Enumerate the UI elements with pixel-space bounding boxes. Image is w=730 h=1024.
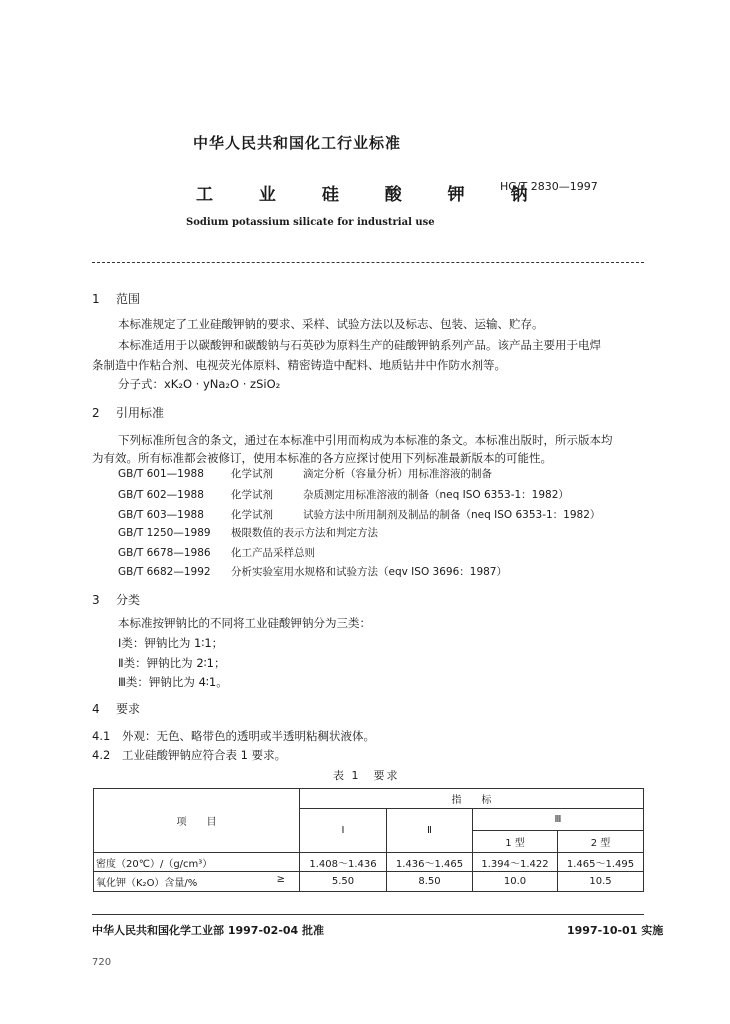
section-1-heading <box>92 290 140 307</box>
reference-code: GB/T 6682—1992 <box>118 566 211 578</box>
reference-item <box>118 487 569 502</box>
class-1: Ⅰ类：钾钠比为 1∶1； <box>118 636 224 650</box>
reference-item <box>118 545 315 560</box>
section-title: 范围 <box>116 292 141 306</box>
scope-paragraph-2b: 条制造中作粘合剂、电视荧光体原料、精密铸造中配料、地质钻井中作防水剂等。 <box>92 358 506 372</box>
page-number: 720 <box>92 957 112 968</box>
issuing-organization: 中华人民共和国化工行业标准 <box>193 134 402 152</box>
table-row <box>94 872 644 892</box>
reference-category: 化学试剂 <box>231 489 273 501</box>
reference-code: GB/T 6678—1986 <box>118 547 211 559</box>
header-item: 项 目 <box>94 789 300 853</box>
reference-code: GB/T 603—1988 <box>118 509 204 521</box>
reference-item <box>118 507 600 522</box>
approval-line: 中华人民共和国化学工业部 1997-02-04 批准 <box>92 924 325 937</box>
scope-paragraph-1: 本标准规定了工业硅酸钾钠的要求、采样、试验方法以及标志、包装、运输、贮存。 <box>118 317 544 331</box>
reference-item <box>118 564 507 579</box>
reference-title: 分析实验室用水规格和试验方法（eqv ISO 3696：1987） <box>231 566 507 578</box>
section-number: 4 <box>92 702 100 716</box>
table-cell: 1.394～1.422 <box>473 853 558 872</box>
reference-code: GB/T 602—1988 <box>118 489 204 501</box>
header-type-1: 1 型 <box>473 831 558 853</box>
section-4-heading <box>92 700 140 717</box>
requirements-table <box>93 788 644 892</box>
table-cell: 1.465～1.495 <box>558 853 644 872</box>
row-label <box>94 872 300 892</box>
reference-title: 化工产品采样总则 <box>231 547 315 559</box>
header-type-2: 2 型 <box>558 831 644 853</box>
section-number: 2 <box>92 406 100 420</box>
table-caption: 表 1 要求 <box>333 769 400 782</box>
header-class-3: Ⅲ <box>473 809 644 831</box>
section-2-heading <box>92 404 164 421</box>
reference-code: GB/T 1250—1989 <box>118 527 211 539</box>
clause-text: 工业硅酸钾钠应符合表 1 要求。 <box>122 748 287 762</box>
section-3-heading <box>92 591 140 608</box>
reference-item <box>118 525 378 540</box>
table-cell: 10.0 <box>473 872 558 892</box>
reference-category: 化学试剂 <box>231 509 273 521</box>
clause-text: 外观：无色、略带色的透明或半透明粘稠状液体。 <box>122 729 375 743</box>
reference-title: 试验方法中所用制剂及制品的制备（neq ISO 6353-1：1982） <box>303 509 601 521</box>
requirement-4-2 <box>92 745 286 765</box>
class-2: Ⅱ类：钾钠比为 2∶1； <box>118 656 226 670</box>
header-class-1: Ⅰ <box>300 809 387 853</box>
table-cell: 1.436～1.465 <box>387 853 473 872</box>
header-class-2: Ⅱ <box>387 809 473 853</box>
comparison-mark: ≥ <box>276 874 285 885</box>
requirement-4-1 <box>92 726 375 746</box>
header-index: 指 标 <box>300 789 644 809</box>
scope-paragraph-2a: 本标准适用于以碳酸钾和碳酸钠与石英砂为原料生产的硅酸钾钠系列产品。该产品主要用于电焊 <box>118 338 601 352</box>
section-title: 分类 <box>116 593 141 607</box>
section-number: 3 <box>92 593 100 607</box>
footer-divider <box>92 914 644 915</box>
standard-title: 工 业 硅 酸 钾 钠 <box>196 185 548 205</box>
molecular-formula: 分子式：xK₂O · yNa₂O · zSiO₂ <box>118 377 281 391</box>
class-3: Ⅲ类：钾钠比为 4∶1。 <box>118 675 228 689</box>
header-divider <box>92 262 644 263</box>
section-title: 要求 <box>116 702 141 716</box>
table-cell: 5.50 <box>300 872 387 892</box>
implementation-date: 1997-10-01 实施 <box>567 924 664 937</box>
table-cell: 1.408～1.436 <box>300 853 387 872</box>
reference-code: GB/T 601—1988 <box>118 468 204 480</box>
reference-title: 杂质测定用标准溶液的制备（neq ISO 6353-1：1982） <box>303 489 569 501</box>
table-cell: 8.50 <box>387 872 473 892</box>
table-row <box>94 853 644 872</box>
reference-title: 滴定分析（容量分析）用标准溶液的制备 <box>303 468 492 480</box>
refs-intro-b: 为有效。所有标准都会被修订，使用本标准的各方应探讨使用下列标准最新版本的可能性。 <box>92 451 552 465</box>
section-number: 1 <box>92 292 100 306</box>
refs-intro-a: 下列标准所包含的条文，通过在本标准中引用而构成为本标准的条文。本标准出版时，所示版本均 <box>118 433 613 447</box>
clause-number: 4.1 <box>92 729 111 743</box>
reference-category: 化学试剂 <box>231 468 273 480</box>
standard-code: HG/T 2830—1997 <box>500 180 598 193</box>
english-title: Sodium potassium silicate for industrial use <box>186 217 435 228</box>
classification-intro: 本标准按钾钠比的不同将工业硅酸钾钠分为三类： <box>118 616 371 630</box>
reference-title: 极限数值的表示方法和判定方法 <box>231 527 378 539</box>
row-label: 密度（20℃）/（g/cm³） <box>94 853 300 872</box>
clause-number: 4.2 <box>92 748 111 762</box>
row-label-text: 氧化钾（K₂O）含量/% <box>96 878 198 889</box>
reference-item <box>118 466 492 481</box>
section-title: 引用标准 <box>116 406 165 420</box>
table-cell: 10.5 <box>558 872 644 892</box>
